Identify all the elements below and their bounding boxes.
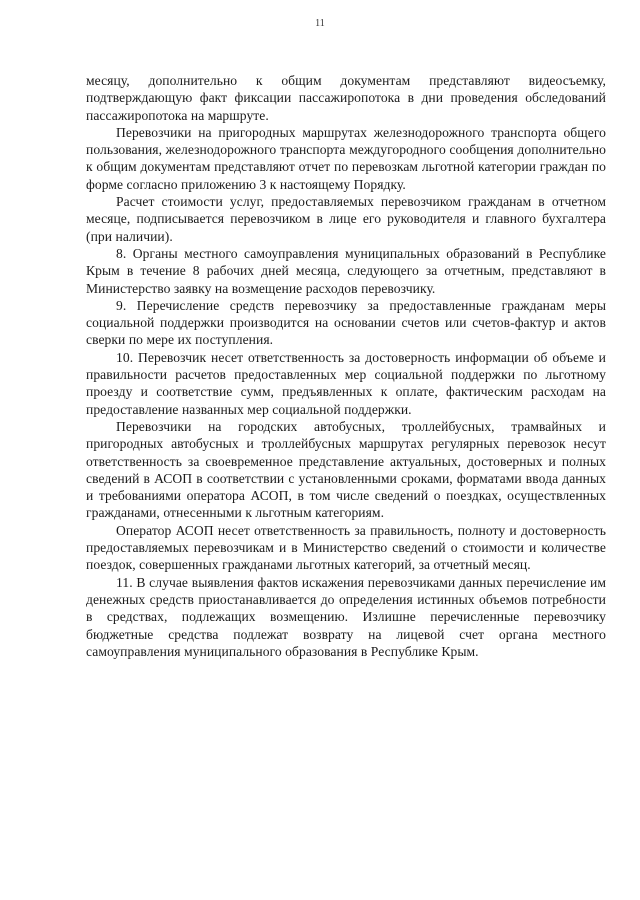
paragraph-item-10: 10. Перевозчик несет ответственность за достоверность информации об объеме и правильности расчетов предоставленных мер социальной поддержки по льготному проезду и соответствие сумм, предъявленных к оплате, фактическим расходам на предоставление названных мер социальной поддержки. bbox=[86, 349, 606, 417]
paragraph-cost-calculation: Расчет стоимости услуг, предоставляемых перевозчиком гражданам в отчетном месяце, подписывается перевозчиком в лице его руководителя и главного бухгалтера (при наличии). bbox=[86, 194, 606, 244]
paragraph-item-8: 8. Органы местного самоуправления муниципальных образований в Республике Крым в течение 8 рабочих дней месяца, следующего за отчетным, представляют в Министерство заявку на возмещение расходов перевозчику. bbox=[86, 245, 606, 296]
paragraph-item-9: 9. Перечисление средств перевозчику за предоставленные гражданам меры социальной поддержки производится на основании счетов или счетов-фактур и актов сверки по мере их поступления. bbox=[86, 297, 606, 348]
paragraph-asop-operator: Оператор АСОП несет ответственность за правильность, полноту и достоверность предоставляемых перевозчикам и в Министерство сведений о стоимости и количестве поездок, совершенных гражданами льготных категорий, за отчетный месяц. bbox=[86, 522, 606, 573]
document-body bbox=[86, 72, 606, 660]
paragraph-continuation: месяцу, дополнительно к общим документам представляют видеосъемку, подтверждающую факт фиксации пассажиропотока в дни проведения обследований пассажиропотока на маршруте. bbox=[86, 73, 606, 123]
paragraph-urban-carriers: Перевозчики на городских автобусных, троллейбусных, трамвайных и пригородных автобусных и троллейбусных маршрутах регулярных перевозок несут ответственность за своевременное представление актуальных, достоверных и полных сведений в АСОП в соответствии с установленными сроками, форматами ввода данных и требованиями оператора АСОП, в том числе сведений о поездках, осуществленных гражданами, отнесенными к льготным категориям. bbox=[86, 418, 606, 521]
page-number: 11 bbox=[315, 18, 325, 29]
paragraph-railway-carriers: Перевозчики на пригородных маршрутах железнодорожного транспорта общего пользования, железнодорожного транспорта междугородного сообщения дополнительно к общим документам представляют отчет по перевозкам льготной категории граждан по форме согласно приложению 3 к настоящему Порядку. bbox=[86, 124, 606, 192]
paragraph-item-11: 11. В случае выявления фактов искажения перевозчиками данных перечисление им денежных средств приостанавливается до определения истинных объемов потребности в средствах, подлежащих возмещению. Излишне перечисленные перевозчику бюджетные средства подлежат возврату на лицевой счет органа местного самоуправления муниципального образования в Республике Крым. bbox=[86, 574, 606, 659]
